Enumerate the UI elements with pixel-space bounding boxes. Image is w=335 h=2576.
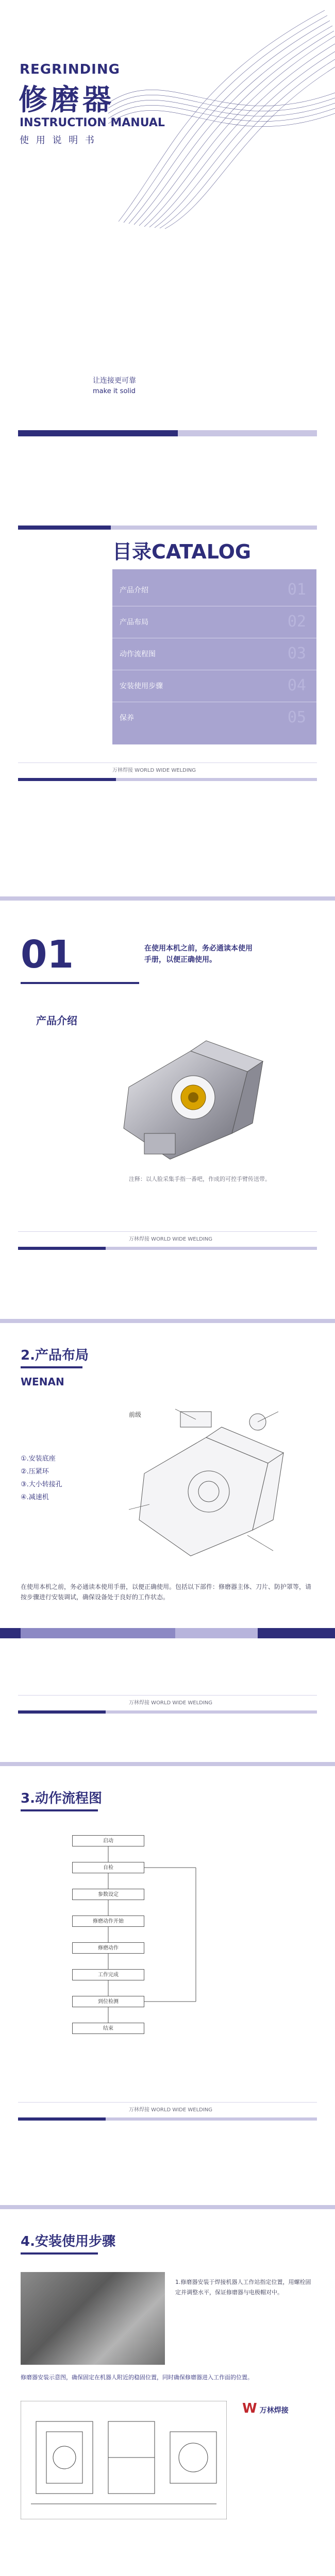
catalog-item-flow-chart[interactable]: 动作流程图 03 bbox=[112, 638, 316, 670]
flow-title: 3.动作流程图 bbox=[21, 1791, 102, 1806]
install-photo bbox=[21, 2272, 165, 2365]
flow-box-4: 修磨动作开始 bbox=[72, 1916, 144, 1927]
intro-top-bar bbox=[0, 896, 335, 901]
layout-top-bar bbox=[0, 1319, 335, 1323]
catalog-item-install-steps[interactable]: 安装使用步骤 04 bbox=[112, 670, 316, 702]
regrinder-product-illustration bbox=[113, 1030, 283, 1170]
layout-bottom-bar-light bbox=[106, 1710, 317, 1714]
install-technical-drawing bbox=[21, 2401, 227, 2519]
install-section bbox=[0, 2205, 335, 2576]
intro-caption: 注释：以人脸采集手指一番吧，作成的可控手臂传送带。 bbox=[129, 1176, 271, 1182]
flow-footer-line bbox=[18, 2102, 317, 2103]
flow-box-6: 工作完成 bbox=[72, 1969, 144, 1980]
layout-bottom-bar bbox=[18, 1710, 106, 1714]
layout-title-bar bbox=[21, 1366, 82, 1368]
layout-legend-1: ①.安装底座 bbox=[21, 1455, 56, 1463]
install-brand-logo bbox=[242, 2401, 314, 2421]
layout-color-strip bbox=[0, 1628, 335, 1638]
catalog-bottom-bar bbox=[18, 778, 116, 781]
install-title-bar bbox=[21, 2252, 98, 2255]
layout-footer: 万林焊接 WORLD WIDE WELDING bbox=[129, 1700, 213, 1706]
catalog-title: 目录CATALOG bbox=[112, 540, 252, 563]
layout-footer-line bbox=[18, 1695, 317, 1696]
cover-title-en: REGRINDING bbox=[20, 62, 120, 77]
layout-legend-3: ③.大小转接孔 bbox=[21, 1481, 62, 1488]
install-caption: 修磨器安装示意图，确保固定在机器人附近的稳固位置，同时确保修磨器进入工作面的位置。 bbox=[21, 2374, 253, 2381]
catalog-item-maintenance[interactable]: 保养 05 bbox=[120, 708, 306, 726]
layout-legend-4: ④.减速机 bbox=[21, 1494, 49, 1501]
flow-box-3: 参数设定 bbox=[72, 1889, 144, 1900]
layout-legend-2: ②.压紧环 bbox=[21, 1468, 49, 1476]
catalog-footer: 万林焊接 WORLD WIDE WELDING bbox=[112, 768, 196, 773]
intro-footer: 万林焊接 WORLD WIDE WELDING bbox=[129, 1236, 213, 1242]
intro-footer-line bbox=[18, 1231, 317, 1232]
cover-bottom-bar bbox=[18, 430, 178, 436]
catalog-top-bar bbox=[18, 526, 111, 530]
catalog-bottom-bar-light bbox=[116, 778, 317, 781]
layout-subtitle: WENAN bbox=[21, 1376, 64, 1388]
install-brand-text: 万林焊接 bbox=[259, 2406, 289, 2415]
install-title: 4.安装使用步骤 bbox=[21, 2234, 115, 2249]
flow-box-5: 修磨动作 bbox=[72, 1942, 144, 1954]
catalog-section bbox=[0, 453, 335, 896]
intro-section bbox=[0, 896, 335, 1319]
cover-section bbox=[0, 0, 335, 448]
flow-box-8: 结束 bbox=[72, 2023, 144, 2034]
cover-subtitle-en: INSTRUCTION MANUAL bbox=[20, 116, 165, 129]
intro-section-title: 产品介绍 bbox=[36, 1014, 77, 1027]
flow-bottom-bar bbox=[18, 2117, 106, 2121]
flow-footer: 万林焊接 WORLD WIDE WELDING bbox=[129, 2107, 213, 2113]
install-top-bar bbox=[0, 2205, 335, 2209]
layout-title: 2.产品布局 bbox=[21, 1348, 89, 1363]
catalog-footer-line bbox=[18, 762, 317, 763]
flow-box-2: 自检 bbox=[72, 1862, 144, 1873]
cover-title-cn: 修磨器 bbox=[19, 83, 114, 117]
intro-bottom-bar bbox=[18, 1247, 106, 1250]
flow-box-1: 启动 bbox=[72, 1835, 144, 1846]
cover-slogan-en: make it solid bbox=[93, 387, 136, 395]
intro-big-number: 01 bbox=[21, 933, 74, 977]
install-step-text: 1.修磨器安装于焊接机器人工作站指定位置，用螺栓固定并调整水平，保证修磨器与电极帽对中。 bbox=[175, 2279, 311, 2296]
layout-exploded-drawing bbox=[119, 1401, 304, 1566]
intro-bottom-bar-light bbox=[106, 1247, 317, 1250]
layout-body: 在使用本机之前，务必通读本使用手册，以便正确使用。包括以下部件：修磨器主体、刀片、防护罩等，请按步骤进行安装调试，确保设备处于良好的工作状态。 bbox=[21, 1583, 312, 1601]
cover-slogan-cn: 让连接更可靠 bbox=[93, 377, 136, 385]
layout-callout: 前级 bbox=[129, 1411, 142, 1418]
flow-bottom-bar-light bbox=[106, 2117, 317, 2121]
catalog-item-product-intro[interactable]: 产品介绍 01 bbox=[112, 574, 316, 606]
catalog-top-bar-light bbox=[111, 526, 317, 530]
cover-subtitle-cn: 使 用 说 明 书 bbox=[20, 135, 96, 146]
intro-divider bbox=[21, 982, 139, 984]
brand-w-icon: W bbox=[242, 2401, 257, 2416]
catalog-item-product-layout[interactable]: 产品布局 02 bbox=[112, 606, 316, 638]
flow-connectors bbox=[0, 1762, 335, 2205]
cover-bottom-bar-light bbox=[178, 430, 317, 436]
wave-decoration-icon bbox=[108, 0, 335, 232]
intro-note: 在使用本机之前，务必通读本使用手册，以便正确使用。 bbox=[144, 944, 253, 964]
flow-section bbox=[0, 1762, 335, 2205]
flow-box-7: 到位检测 bbox=[72, 1996, 144, 2007]
